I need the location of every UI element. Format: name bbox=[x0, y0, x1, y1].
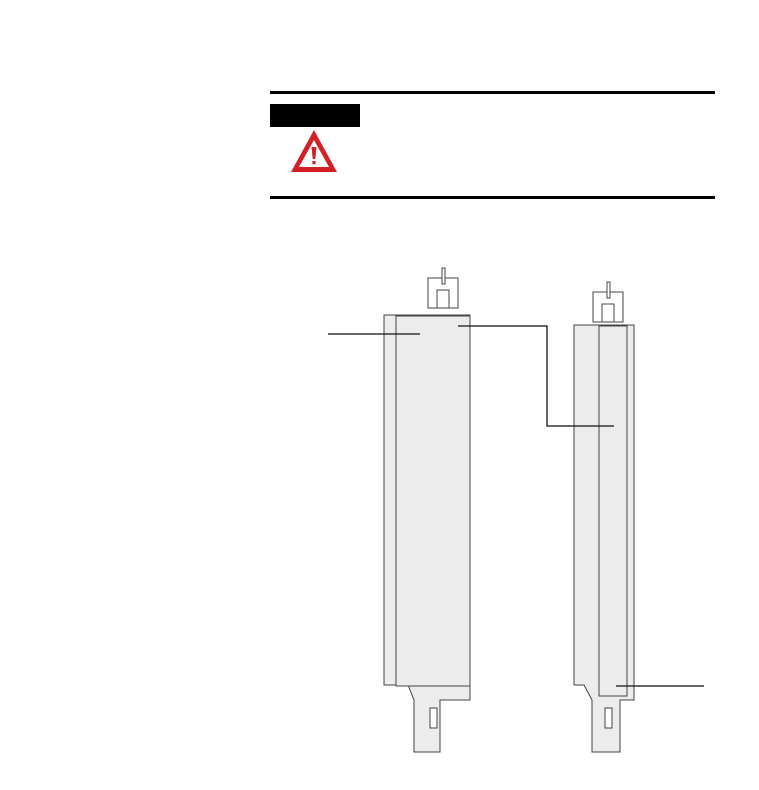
input-module bbox=[574, 282, 634, 752]
output-module bbox=[384, 268, 470, 752]
